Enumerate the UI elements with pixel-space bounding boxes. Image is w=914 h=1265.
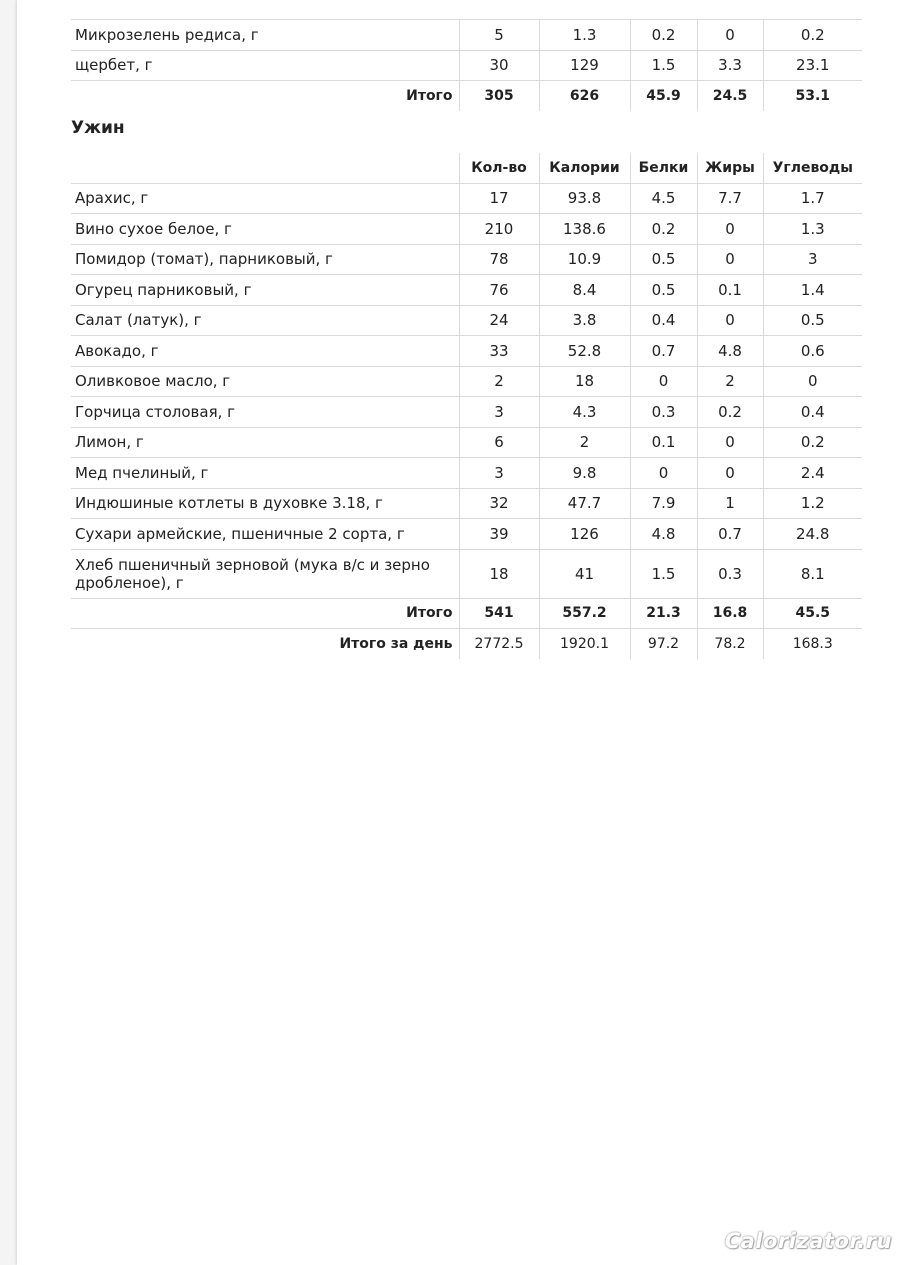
carbs-value: 0.2: [763, 20, 862, 51]
protein-value: 0.4: [630, 305, 697, 336]
header-protein: Белки: [630, 153, 697, 184]
food-name: Огурец парниковый, г: [71, 275, 459, 306]
fat-value: 0: [697, 214, 763, 245]
table-row: [71, 488, 862, 519]
food-name: щербет, г: [71, 50, 459, 81]
protein-value: 0.2: [630, 214, 697, 245]
quantity-value: 32: [459, 488, 539, 519]
food-name: Индюшиные котлеты в духовке 3.18, г: [71, 488, 459, 519]
quantity-value: 3: [459, 458, 539, 489]
total-fat: 16.8: [697, 598, 763, 629]
total-label: Итого: [71, 598, 459, 629]
total-fat: 24.5: [697, 81, 763, 111]
protein-value: 4.8: [630, 519, 697, 550]
carbs-value: 23.1: [763, 50, 862, 81]
header-fat: Жиры: [697, 153, 763, 184]
document-page: [17, 0, 914, 1265]
header-calories: Калории: [539, 153, 630, 184]
calories-value: 2: [539, 427, 630, 458]
protein-value: 0.2: [630, 20, 697, 51]
food-name: Микрозелень редиса, г: [71, 20, 459, 51]
total-protein: 21.3: [630, 598, 697, 629]
calories-value: 93.8: [539, 183, 630, 214]
quantity-value: 3: [459, 397, 539, 428]
fat-value: 0: [697, 244, 763, 275]
calories-value: 126: [539, 519, 630, 550]
carbs-value: 24.8: [763, 519, 862, 550]
quantity-value: 5: [459, 20, 539, 51]
previous-meal-table: [71, 19, 862, 111]
total-protein: 45.9: [630, 81, 697, 111]
food-name: Салат (латук), г: [71, 305, 459, 336]
carbs-value: 0.5: [763, 305, 862, 336]
total-quantity: 305: [459, 81, 539, 111]
carbs-value: 0: [763, 366, 862, 397]
meal-total-row: [71, 81, 862, 111]
table-header-row: [71, 153, 862, 184]
protein-value: 1.5: [630, 549, 697, 598]
carbs-value: 1.3: [763, 214, 862, 245]
table-row: [71, 549, 862, 598]
protein-value: 7.9: [630, 488, 697, 519]
table-row: [71, 519, 862, 550]
carbs-value: 1.4: [763, 275, 862, 306]
fat-value: 0.3: [697, 549, 763, 598]
protein-value: 0.5: [630, 244, 697, 275]
total-calories: 557.2: [539, 598, 630, 629]
calories-value: 18: [539, 366, 630, 397]
total-carbs: 45.5: [763, 598, 862, 629]
site-watermark: Calorizator.ru: [724, 1229, 892, 1253]
dinner-section-title: Ужин: [71, 117, 125, 138]
fat-value: 0: [697, 458, 763, 489]
fat-value: 0: [697, 427, 763, 458]
table-row: [71, 458, 862, 489]
quantity-value: 17: [459, 183, 539, 214]
food-name: Помидор (томат), парниковый, г: [71, 244, 459, 275]
dinner-table: [71, 153, 862, 659]
meal-report: [71, 0, 862, 659]
quantity-value: 24: [459, 305, 539, 336]
carbs-value: 8.1: [763, 549, 862, 598]
calories-value: 47.7: [539, 488, 630, 519]
table-row: [71, 275, 862, 306]
table-row: [71, 244, 862, 275]
fat-value: 1: [697, 488, 763, 519]
quantity-value: 78: [459, 244, 539, 275]
table-row: [71, 214, 862, 245]
carbs-value: 2.4: [763, 458, 862, 489]
food-name: Горчица столовая, г: [71, 397, 459, 428]
fat-value: 0.2: [697, 397, 763, 428]
quantity-value: 6: [459, 427, 539, 458]
day-total-protein: 97.2: [630, 629, 697, 659]
fat-value: 7.7: [697, 183, 763, 214]
carbs-value: 0.6: [763, 336, 862, 367]
calories-value: 52.8: [539, 336, 630, 367]
table-row: [71, 50, 862, 81]
quantity-value: 2: [459, 366, 539, 397]
food-name: Сухари армейские, пшеничные 2 сорта, г: [71, 519, 459, 550]
calories-value: 9.8: [539, 458, 630, 489]
total-calories: 626: [539, 81, 630, 111]
calories-value: 41: [539, 549, 630, 598]
food-name: Мед пчелиный, г: [71, 458, 459, 489]
protein-value: 0: [630, 366, 697, 397]
food-name: Лимон, г: [71, 427, 459, 458]
quantity-value: 30: [459, 50, 539, 81]
header-blank: [71, 153, 459, 184]
quantity-value: 210: [459, 214, 539, 245]
protein-value: 4.5: [630, 183, 697, 214]
day-total-label: Итого за день: [71, 629, 459, 659]
total-label: Итого: [71, 81, 459, 111]
protein-value: 0.7: [630, 336, 697, 367]
carbs-value: 1.7: [763, 183, 862, 214]
table-row: [71, 366, 862, 397]
header-carbs: Углеводы: [763, 153, 862, 184]
day-total-calories: 1920.1: [539, 629, 630, 659]
day-total-quantity: 2772.5: [459, 629, 539, 659]
table-row: [71, 336, 862, 367]
protein-value: 0.3: [630, 397, 697, 428]
fat-value: 0.1: [697, 275, 763, 306]
fat-value: 0: [697, 305, 763, 336]
carbs-value: 3: [763, 244, 862, 275]
table-row: [71, 305, 862, 336]
calories-value: 10.9: [539, 244, 630, 275]
protein-value: 0.5: [630, 275, 697, 306]
quantity-value: 76: [459, 275, 539, 306]
protein-value: 0: [630, 458, 697, 489]
header-quantity: Кол-во: [459, 153, 539, 184]
table-row: [71, 183, 862, 214]
calories-value: 8.4: [539, 275, 630, 306]
fat-value: 3.3: [697, 50, 763, 81]
total-carbs: 53.1: [763, 81, 862, 111]
fat-value: 4.8: [697, 336, 763, 367]
calories-value: 1.3: [539, 20, 630, 51]
meal-total-row: [71, 598, 862, 629]
food-name: Арахис, г: [71, 183, 459, 214]
food-name: Вино сухое белое, г: [71, 214, 459, 245]
protein-value: 0.1: [630, 427, 697, 458]
carbs-value: 0.2: [763, 427, 862, 458]
carbs-value: 1.2: [763, 488, 862, 519]
calories-value: 129: [539, 50, 630, 81]
food-name: Оливковое масло, г: [71, 366, 459, 397]
calories-value: 138.6: [539, 214, 630, 245]
day-total-row: [71, 629, 862, 659]
fat-value: 0.7: [697, 519, 763, 550]
quantity-value: 39: [459, 519, 539, 550]
table-row: [71, 397, 862, 428]
fat-value: 0: [697, 20, 763, 51]
day-total-fat: 78.2: [697, 629, 763, 659]
carbs-value: 0.4: [763, 397, 862, 428]
fat-value: 2: [697, 366, 763, 397]
table-row: [71, 20, 862, 51]
calories-value: 3.8: [539, 305, 630, 336]
total-quantity: 541: [459, 598, 539, 629]
food-name: Авокадо, г: [71, 336, 459, 367]
quantity-value: 33: [459, 336, 539, 367]
protein-value: 1.5: [630, 50, 697, 81]
table-row: [71, 427, 862, 458]
quantity-value: 18: [459, 549, 539, 598]
day-total-carbs: 168.3: [763, 629, 862, 659]
calories-value: 4.3: [539, 397, 630, 428]
food-name: Хлеб пшеничный зерновой (мука в/с и зерно дробленое), г: [71, 549, 459, 598]
